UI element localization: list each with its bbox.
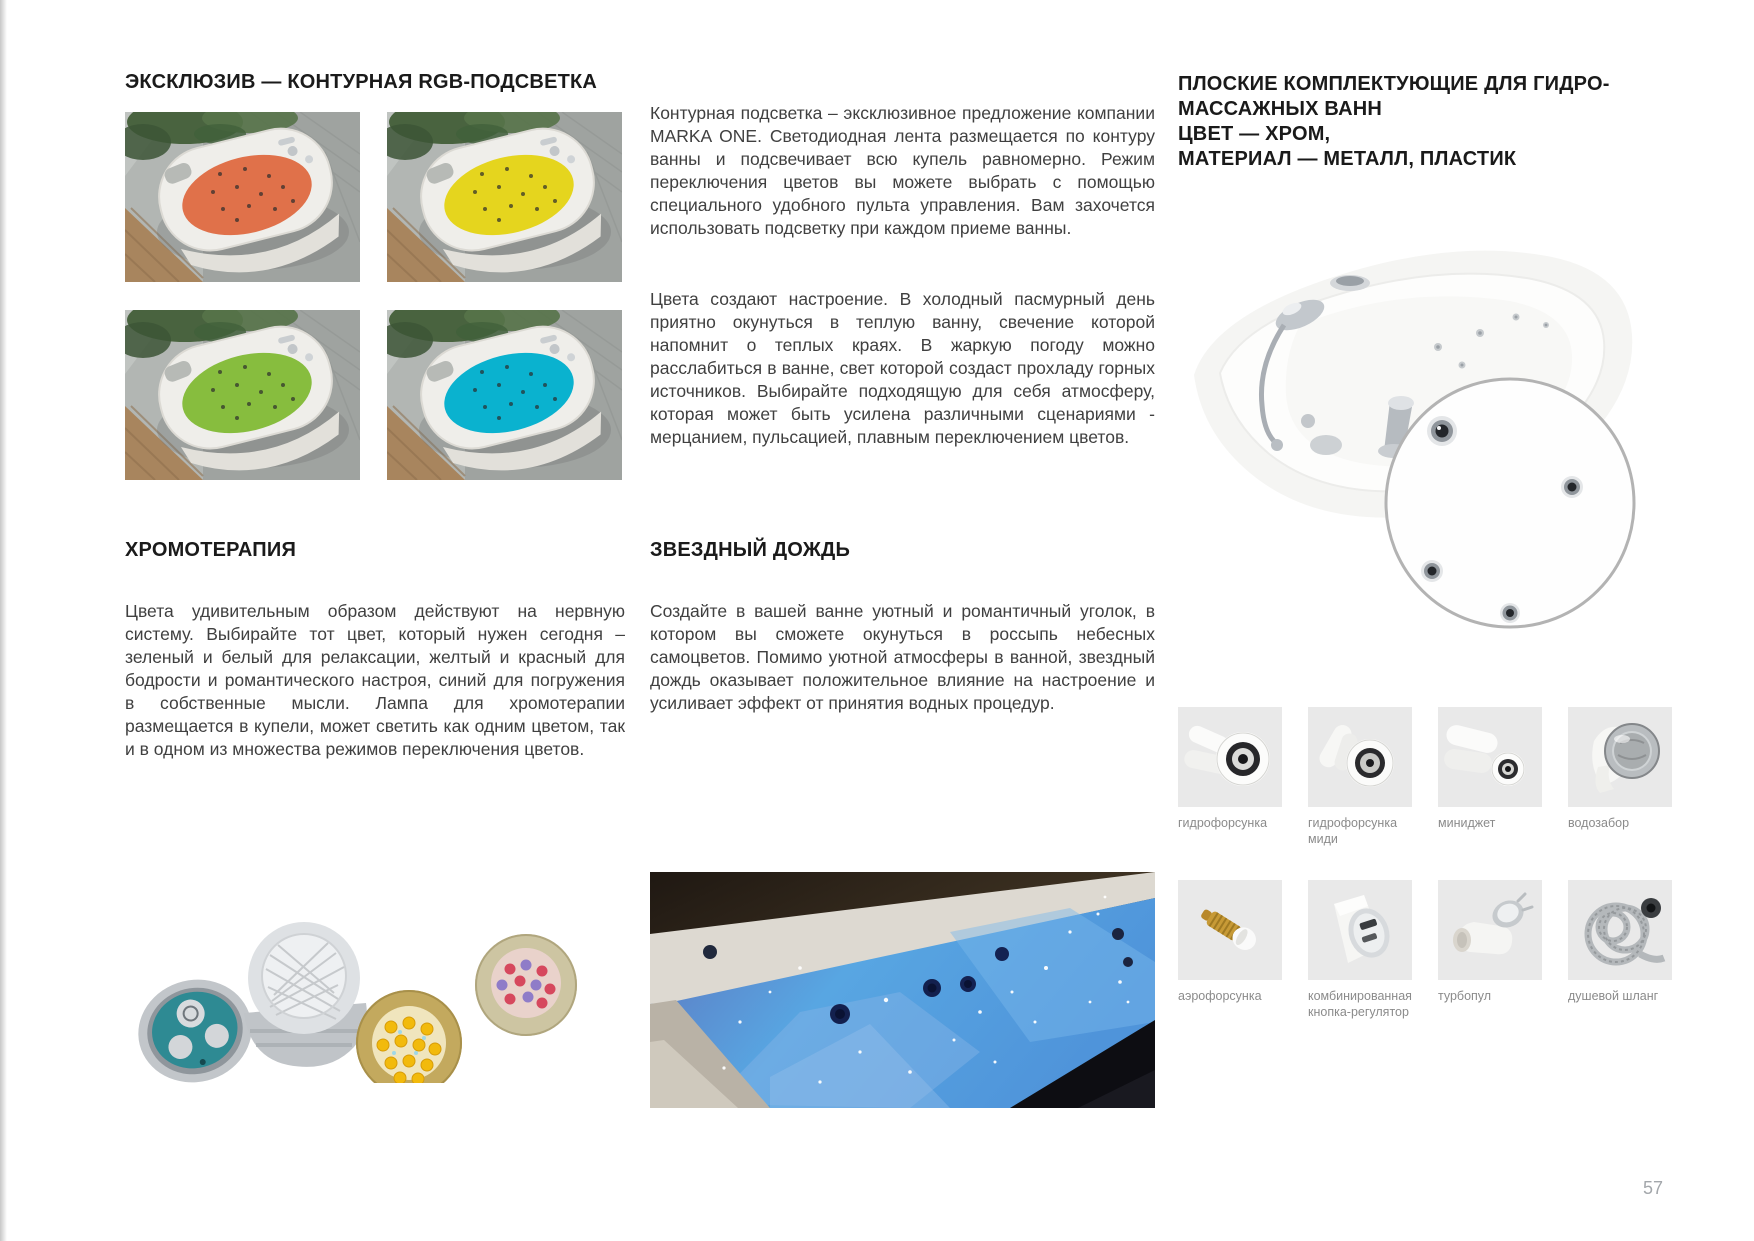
component-card <box>1178 880 1282 1020</box>
component-card <box>1568 707 1672 847</box>
hydro-jet-photo <box>1178 707 1282 807</box>
component-card <box>1568 880 1672 1020</box>
rgb-section-title: ЭКСКЛЮЗИВ — КОНТУРНАЯ RGB-ПОДСВЕТКА <box>125 71 598 93</box>
chromotherapy-paragraph: Цвета удивительным образом действуют на нервную систему. Выбирайте тот цвет, который нужен сегодня – зеленый и белый для релаксации, желтый и красный для бодрости и романтического настроя, синий для погружения в собственные мысли. Лампа для хромотерапии размещается в купели, может светить как одним цветом, так и в одном из множества режимов переключения цветов. <box>125 601 625 759</box>
component-card <box>1308 707 1412 847</box>
turbo-jet-photo <box>1438 880 1542 980</box>
component-card <box>1308 880 1412 1020</box>
components-title-line-3: ЦВЕТ — ХРОМ, <box>1178 123 1331 145</box>
star-rain-photo <box>650 872 1155 1108</box>
bath-photo-green <box>125 310 360 480</box>
components-grid <box>1178 707 1672 1020</box>
component-label: душевой шланг <box>1568 989 1659 1003</box>
chromotherapy-lamps-photo <box>128 893 593 1083</box>
page-edge-shadow <box>0 0 7 1241</box>
bath-photo-orange <box>125 112 360 282</box>
component-label: турбопул <box>1438 989 1492 1003</box>
bath-photo-yellow <box>387 112 622 282</box>
chromotherapy-title: ХРОМОТЕРАПИЯ <box>125 539 297 561</box>
combined-control-button-photo <box>1308 880 1412 980</box>
rgb-paragraph-2: Цвета создают настроение. В холодный пасмурный день приятно окунуться в теплую ванну, свечение которой напомнит о теплых краях. В жаркую погоду можно расслабиться в ванне, свет которой создаст прохладу горных источников. Выбирайте подходящую для себя атмосферу, которая может быть усилена различными сценариями - мерцанием, пульсацией, плавным переключением цветов. <box>650 289 1155 447</box>
rgb-paragraph-1: Контурная подсветка – эксклюзивное предложение компании MARKA ONE. Светодиодная лента размещается по контуру ванны и подсвечивает всю купель равномерно. Режим переключения цветов вы можете выбрать с помощью специального удобного пульта управления. Вам захочется использовать подсветку при каждом приеме ванны. <box>650 103 1155 238</box>
star-rain-title: ЗВЕЗДНЫЙ ДОЖДЬ <box>650 539 851 561</box>
air-jet-photo <box>1178 880 1282 980</box>
hydro-jet-midi-photo <box>1308 707 1412 807</box>
component-label: аэрофорсунка <box>1178 989 1262 1003</box>
bath-photo-cyan <box>387 310 622 480</box>
components-title-line-2: МАССАЖНЫХ ВАНН <box>1178 98 1383 120</box>
component-card <box>1178 707 1282 847</box>
hydromassage-bath-photo <box>1180 205 1658 640</box>
star-rain-paragraph: Создайте в вашей ванне уютный и романтичный уголок, в котором вы сможете окунуться в россыпь небесных самоцветов. Помимо уютной атмосферы в ванной, звездный дождь оказывает положительное влияние на настроение и усиливает эффект от принятия водных процедур. <box>650 601 1155 713</box>
component-card <box>1438 880 1542 1020</box>
component-label: миниджет <box>1438 816 1496 830</box>
components-section-title <box>1178 72 1678 172</box>
shower-hose-photo <box>1568 880 1672 980</box>
component-label: гидрофорсунка миди <box>1308 816 1398 846</box>
minijet-photo <box>1438 707 1542 807</box>
rgb-bath-photo-grid <box>125 112 622 480</box>
component-label: комбинированная кнопка-регулятор <box>1308 989 1412 1019</box>
page-number: 57 <box>1643 1178 1664 1198</box>
component-label: гидрофорсунка <box>1178 816 1268 830</box>
water-intake-photo <box>1568 707 1672 807</box>
components-title-line-4: МАТЕРИАЛ — МЕТАЛЛ, ПЛАСТИК <box>1178 148 1517 170</box>
components-title-line-1: ПЛОСКИЕ КОМПЛЕКТУЮЩИЕ ДЛЯ ГИДРО- <box>1178 73 1610 95</box>
component-label: водозабор <box>1568 816 1630 830</box>
component-card <box>1438 707 1542 847</box>
magnifier-circle <box>1386 379 1634 627</box>
